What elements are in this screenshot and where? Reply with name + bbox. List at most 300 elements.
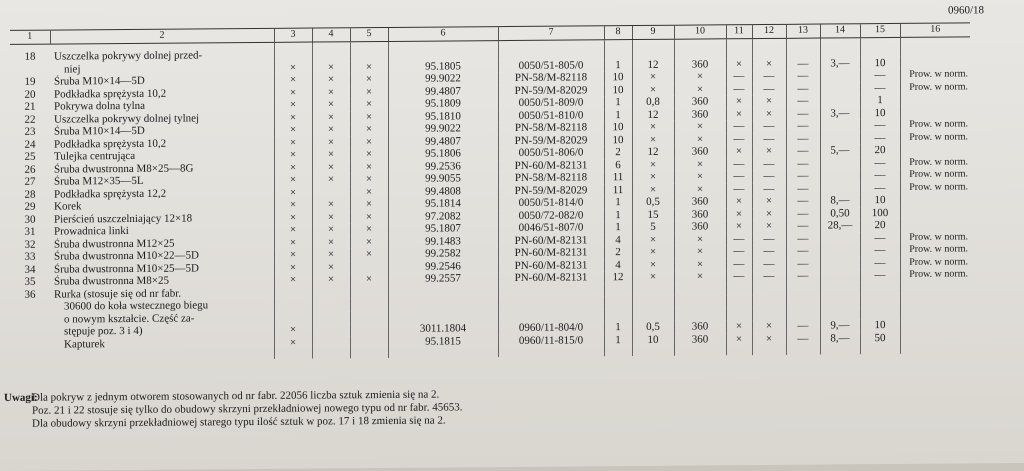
column-header: 1 (10, 30, 50, 44)
table-body (10, 37, 970, 361)
cell-col-1 (10, 338, 50, 361)
column-header: 8 (604, 26, 632, 40)
cell-col-12: — (752, 270, 786, 283)
cell-col-1: 31 (24, 225, 36, 238)
cell-col-9: × (632, 121, 674, 134)
cell-col-4: × (312, 123, 350, 136)
cell-col-16 (900, 143, 970, 156)
cell-col-16: Prow. w norm. (900, 68, 970, 81)
cell-col-8: 11 (604, 184, 632, 197)
cell-col-1: 32 (24, 238, 36, 251)
notes-block (4, 388, 463, 430)
cell-col-10: 360 (674, 95, 726, 108)
cell-col-8: 1 (604, 221, 632, 234)
cell-col-10: × (674, 233, 726, 246)
column-header: 13 (786, 24, 820, 38)
cell-col-11: × (726, 220, 752, 233)
cell-col-16 (900, 93, 970, 106)
cell-col-1: 22 (24, 113, 36, 126)
cell-col-9: 0,8 (632, 96, 674, 109)
cell-col-5: × (350, 223, 388, 236)
cell-col-16 (900, 306, 970, 319)
cell-col-5: × (350, 73, 388, 86)
cell-col-16: Prow. w norm. (900, 156, 970, 169)
cell-col-7: 0050/51-809/0 (498, 96, 604, 109)
cell-col-8: 10 (604, 121, 632, 134)
cell-col-8 (604, 40, 632, 59)
cell-col-15: — (860, 231, 900, 244)
cell-col-6: 95.1810 (388, 110, 498, 123)
cell-col-6: 95.1806 (388, 147, 498, 160)
cell-col-1: 25 (24, 150, 36, 163)
cell-col-11 (726, 39, 752, 58)
cell-col-2: Śruba dwustronna M8×25—8G (54, 161, 194, 176)
cell-col-9: × (632, 183, 674, 196)
cell-col-15: — (860, 181, 900, 194)
cell-col-3: × (274, 86, 312, 99)
cell-col-15: 10 (860, 106, 900, 119)
cell-col-7: PN-60/M-82131 (498, 234, 604, 247)
cell-col-15 (860, 294, 900, 307)
cell-col-6: 99.2536 (388, 160, 498, 173)
cell-col-15: 1 (860, 94, 900, 107)
cell-col-5: × (350, 160, 388, 173)
cell-col-11 (726, 283, 752, 296)
cell-col-5: × (350, 123, 388, 136)
cell-col-5: × (350, 98, 388, 111)
cell-col-10 (674, 283, 726, 296)
cell-col-2: Śruba dwustronna M10×22—5D (54, 249, 199, 263)
cell-col-15 (860, 306, 900, 319)
cell-col-8: 4 (604, 259, 632, 272)
cell-col-1: 30 (24, 213, 36, 226)
cell-col-15: — (860, 244, 900, 257)
cell-col-2: Rurka (stosuje się od nr fabr. (54, 287, 182, 301)
cell-col-3: × (274, 124, 312, 137)
cell-col-8: 6 (604, 159, 632, 172)
cell-col-12: × (752, 332, 786, 355)
column-header: 2 (50, 28, 274, 44)
cell-col-1: 28 (24, 188, 36, 201)
cell-col-9: × (632, 171, 674, 184)
cell-col-10: 360 (674, 195, 726, 208)
cell-col-14 (820, 94, 860, 107)
cell-col-5: × (350, 148, 388, 161)
cell-col-13: — (786, 132, 820, 145)
cell-col-8 (604, 309, 632, 322)
cell-col-11 (726, 295, 752, 308)
cell-col-7: PN-59/M-82029 (498, 184, 604, 197)
cell-col-3: × (274, 324, 312, 337)
cell-col-10: 360 (674, 220, 726, 233)
cell-col-6: 95.1809 (388, 97, 498, 110)
cell-col-3: × (274, 74, 312, 87)
cell-col-1 (10, 301, 50, 314)
cell-col-12: — (752, 257, 786, 270)
cell-col-8: 10 (604, 84, 632, 97)
notes-label: Uwagi: (4, 391, 38, 404)
cell-col-11: — (726, 158, 752, 171)
cell-col-9: × (632, 271, 674, 284)
cell-col-6: 99.9022 (388, 72, 498, 85)
cell-col-16: Prow. w norm. (900, 231, 970, 244)
column-header: 15 (860, 23, 900, 37)
cell-col-2: Uszczelka pokrywy dolnej przed- (54, 49, 203, 63)
cell-col-11: × (726, 108, 752, 121)
cell-col-7: 0960/11-815/0 (498, 334, 604, 357)
cell-col-2: Śruba M10×14—5D (54, 124, 145, 138)
cell-col-5: × (350, 135, 388, 148)
cell-col-7: PN-58/M-82118 (498, 171, 604, 184)
cell-col-7: PN-60/M-82131 (498, 271, 604, 284)
cell-col-8: 4 (604, 234, 632, 247)
cell-col-6: 99.2546 (388, 260, 498, 273)
cell-col-10: 360 (674, 333, 726, 356)
cell-col-9 (632, 296, 674, 309)
cell-col-9 (632, 39, 674, 58)
column-header: 10 (674, 25, 726, 39)
cell-col-12: × (752, 57, 786, 70)
cell-col-11: — (726, 258, 752, 271)
cell-col-6: 99.2557 (388, 272, 498, 285)
cell-col-1 (10, 63, 50, 76)
cell-col-13 (786, 38, 820, 57)
cell-col-15: 10 (860, 56, 900, 69)
cell-col-9: 0,5 (632, 196, 674, 209)
cell-col-6: 99.4807 (388, 135, 498, 148)
cell-col-6: 95.1814 (388, 197, 498, 210)
cell-col-3: × (274, 111, 312, 124)
column-header: 14 (820, 24, 860, 38)
cell-col-3: × (274, 261, 312, 274)
cell-col-12: — (752, 170, 786, 183)
cell-col-12 (752, 295, 786, 308)
cell-col-12: — (752, 70, 786, 83)
cell-col-13: — (786, 70, 820, 83)
cell-col-14 (820, 82, 860, 95)
cell-col-5 (350, 310, 388, 323)
cell-col-10: 360 (674, 108, 726, 121)
cell-col-5: × (350, 185, 388, 198)
cell-col-15: 10 (860, 319, 900, 332)
cell-col-1: 29 (24, 200, 36, 213)
cell-col-14 (820, 69, 860, 82)
cell-col-10: × (674, 120, 726, 133)
cell-col-15: — (860, 169, 900, 182)
cell-col-12: — (752, 245, 786, 258)
cell-col-12: × (752, 95, 786, 108)
cell-col-8: 11 (604, 171, 632, 184)
cell-col-9 (632, 283, 674, 296)
column-header: 9 (632, 25, 674, 39)
cell-col-2: Pokrywa dolna tylna (54, 99, 146, 113)
cell-col-3: × (274, 199, 312, 212)
cell-col-12 (752, 38, 786, 57)
cell-col-3: × (274, 236, 312, 249)
cell-col-14 (820, 232, 860, 245)
cell-col-7: 0050/51-805/0 (498, 59, 604, 72)
cell-col-13 (786, 307, 820, 320)
cell-col-5: × (350, 248, 388, 261)
cell-col-8: 1 (604, 109, 632, 122)
cell-col-13: — (786, 232, 820, 245)
cell-col-2: Pierścień uszczelniający 12×18 (54, 211, 193, 226)
note-line: Poz. 21 i 22 stosuje się tylko do obudowy skrzyni przekładniowej nowego typu od nr fabr. 45653. (32, 401, 463, 417)
column-header: 4 (312, 28, 350, 42)
cell-col-13: — (786, 195, 820, 208)
cell-col-8: 2 (604, 146, 632, 159)
cell-col-11: × (726, 195, 752, 208)
note-line: Dla obudowy skrzyni przekładniowej starego typu ilość sztuk w poz. 17 i 18 zmienia się na 2. (32, 414, 446, 430)
cell-col-3: × (274, 99, 312, 112)
cell-col-9: 12 (632, 58, 674, 71)
cell-col-2: Śruba M12×35—5L (54, 174, 144, 188)
cell-col-11: — (726, 133, 752, 146)
cell-col-9: × (632, 133, 674, 146)
note-line: Dla pokryw z jednym otworem stosowanych od nr fabr. 22056 liczba sztuk zmienia się na 2. (32, 388, 440, 404)
cell-col-15: 20 (860, 144, 900, 157)
cell-col-1: 27 (24, 175, 36, 188)
cell-col-3 (274, 42, 312, 61)
cell-col-9: 10 (632, 333, 674, 356)
cell-col-9: 0,5 (632, 321, 674, 334)
cell-col-2: Korek (54, 200, 82, 213)
cell-col-16 (900, 293, 970, 306)
cell-col-5 (350, 41, 388, 60)
cell-col-15: — (860, 156, 900, 169)
cell-col-7: 0050/51-810/0 (498, 109, 604, 122)
cell-col-4: × (312, 211, 350, 224)
cell-col-13: — (786, 320, 820, 333)
cell-col-4 (312, 323, 350, 336)
cell-col-6: 99.4807 (388, 85, 498, 98)
cell-col-11: × (726, 145, 752, 158)
cell-col-1: 19 (24, 75, 36, 88)
cell-col-6: 95.1815 (388, 335, 498, 358)
cell-col-14: 9,— (820, 319, 860, 332)
cell-col-5 (350, 335, 388, 358)
cell-col-5: × (350, 85, 388, 98)
cell-col-1: 34 (24, 263, 36, 276)
column-header: 3 (274, 28, 312, 42)
cell-col-15: — (860, 119, 900, 132)
cell-col-7: PN-60/M-82131 (498, 259, 604, 272)
cell-col-2: Śruba dwustronna M10×25—5D (54, 261, 199, 276)
cell-col-2: Kapturek (64, 337, 105, 350)
cell-col-13: — (786, 270, 820, 283)
cell-col-7: PN-58/M-82118 (498, 121, 604, 134)
cell-col-12: × (752, 145, 786, 158)
cell-col-14: 8,— (820, 194, 860, 207)
cell-col-2: Podkładka sprężysta 12,2 (54, 187, 167, 201)
cell-col-7: PN-59/M-82029 (498, 84, 604, 97)
cell-col-14: 3,— (820, 57, 860, 70)
cell-col-14 (820, 119, 860, 132)
cell-col-4: × (312, 223, 350, 236)
cell-col-14: 8,— (820, 332, 860, 355)
cell-col-7: 0050/72-082/0 (498, 209, 604, 222)
cell-col-3: × (274, 136, 312, 149)
cell-col-10: 360 (674, 58, 726, 71)
cell-col-14 (820, 182, 860, 195)
cell-col-6: 97.2082 (388, 210, 498, 223)
cell-col-16: Prow. w norm. (900, 181, 970, 194)
cell-col-8: 1 (604, 96, 632, 109)
cell-col-8 (604, 296, 632, 309)
cell-col-8: 2 (604, 246, 632, 259)
cell-col-4: × (312, 236, 350, 249)
cell-col-14 (820, 269, 860, 282)
cell-col-2: niej (64, 62, 81, 75)
cell-col-8: 1 (604, 334, 632, 357)
cell-col-4: × (312, 273, 350, 286)
cell-col-16 (900, 37, 970, 57)
cell-col-15: 20 (860, 219, 900, 232)
cell-col-10: 360 (674, 145, 726, 158)
cell-col-3: × (274, 211, 312, 224)
cell-col-14: 3,— (820, 107, 860, 120)
cell-col-8: 1 (604, 59, 632, 72)
cell-col-15: 100 (860, 206, 900, 219)
cell-col-14 (820, 169, 860, 182)
cell-col-16 (900, 206, 970, 219)
cell-col-14 (820, 38, 860, 57)
cell-col-8: 12 (604, 271, 632, 284)
cell-col-10: × (674, 133, 726, 146)
cell-col-3: × (274, 186, 312, 199)
cell-col-14 (820, 257, 860, 270)
cell-col-16: Prow. w norm. (900, 268, 970, 281)
cell-col-4: × (312, 98, 350, 111)
column-header: 16 (900, 23, 970, 38)
cell-col-3: × (274, 149, 312, 162)
cell-col-6: 95.1805 (388, 60, 498, 73)
cell-col-13 (786, 282, 820, 295)
cell-col-10: × (674, 70, 726, 83)
cell-col-15: — (860, 81, 900, 94)
cell-col-11: — (726, 70, 752, 83)
cell-col-10: × (674, 270, 726, 283)
cell-col-9: 12 (632, 108, 674, 121)
cell-col-13: — (786, 170, 820, 183)
cell-col-7: 0050/51-806/0 (498, 146, 604, 159)
cell-col-7: 0046/51-807/0 (498, 221, 604, 234)
cell-col-2: stępuje poz. 3 i 4) (64, 324, 143, 338)
cell-col-14 (820, 294, 860, 307)
cell-col-14 (820, 282, 860, 295)
cell-col-2: Podkładka sprężysta 10,2 (54, 87, 167, 101)
cell-col-9: 15 (632, 208, 674, 221)
cell-col-2: 30600 do koła wstecznego biegu (64, 299, 209, 313)
cell-col-4: × (312, 136, 350, 149)
cell-col-14: 28,— (820, 219, 860, 232)
cell-col-6: 99.9055 (388, 172, 498, 185)
cell-col-8: 10 (604, 134, 632, 147)
cell-col-12: — (752, 182, 786, 195)
cell-col-3: × (274, 174, 312, 187)
column-header: 11 (726, 25, 752, 39)
cell-col-12: × (752, 107, 786, 120)
cell-col-16: Prow. w norm. (900, 243, 970, 256)
cell-col-3: × (274, 336, 312, 359)
cell-col-6: 3011.1804 (388, 322, 498, 335)
cell-col-7 (498, 309, 604, 322)
cell-col-6 (388, 310, 498, 323)
cell-col-12: — (752, 157, 786, 170)
cell-col-9: 5 (632, 221, 674, 234)
cell-col-9: × (632, 158, 674, 171)
cell-col-16 (900, 218, 970, 231)
cell-col-6 (388, 285, 498, 298)
cell-col-8: 10 (604, 71, 632, 84)
cell-col-12: × (752, 220, 786, 233)
cell-col-11: × (726, 333, 752, 356)
cell-col-13: — (786, 257, 820, 270)
cell-col-6: 95.1807 (388, 222, 498, 235)
parts-table (10, 22, 970, 361)
cell-col-13 (786, 295, 820, 308)
cell-col-16 (900, 281, 970, 294)
cell-col-13: — (786, 220, 820, 233)
cell-col-12: — (752, 232, 786, 245)
cell-col-11: — (726, 233, 752, 246)
cell-col-4: × (312, 261, 350, 274)
cell-col-5: × (350, 110, 388, 123)
cell-col-8 (604, 284, 632, 297)
cell-col-13: — (786, 207, 820, 220)
cell-col-4: × (312, 161, 350, 174)
cell-col-3 (274, 311, 312, 324)
cell-col-12: × (752, 195, 786, 208)
cell-col-16 (900, 318, 970, 331)
cell-col-13: — (786, 332, 820, 355)
cell-col-16: Prow. w norm. (900, 168, 970, 181)
cell-col-16 (900, 106, 970, 119)
cell-col-10 (674, 39, 726, 58)
cell-col-16 (900, 56, 970, 69)
cell-col-14 (820, 132, 860, 145)
cell-col-6 (388, 41, 498, 61)
cell-col-13: — (786, 107, 820, 120)
cell-col-3: × (274, 249, 312, 262)
cell-col-5: × (350, 173, 388, 186)
cell-col-1: 33 (24, 250, 36, 263)
cell-col-10 (674, 295, 726, 308)
document-code: 0960/18 (947, 4, 984, 17)
cell-col-15 (860, 37, 900, 56)
cell-col-4: × (312, 111, 350, 124)
cell-col-13: — (786, 245, 820, 258)
cell-col-6: 99.4808 (388, 185, 498, 198)
cell-col-7: PN-60/M-82131 (498, 246, 604, 259)
cell-col-4: × (312, 86, 350, 99)
cell-col-7 (498, 296, 604, 309)
cell-col-11: × (726, 208, 752, 221)
cell-col-10: × (674, 170, 726, 183)
cell-col-16: Prow. w norm. (900, 256, 970, 269)
cell-col-1: 23 (24, 125, 36, 138)
cell-col-6: 99.1483 (388, 235, 498, 248)
cell-col-4 (312, 286, 350, 299)
cell-col-5 (350, 285, 388, 298)
cell-col-10: 360 (674, 320, 726, 333)
column-header: 6 (388, 27, 498, 42)
cell-col-14 (820, 244, 860, 257)
cell-col-7: PN-59/M-82029 (498, 134, 604, 147)
cell-col-4: × (312, 61, 350, 74)
cell-col-12: — (752, 120, 786, 133)
cell-col-1: 26 (24, 163, 36, 176)
